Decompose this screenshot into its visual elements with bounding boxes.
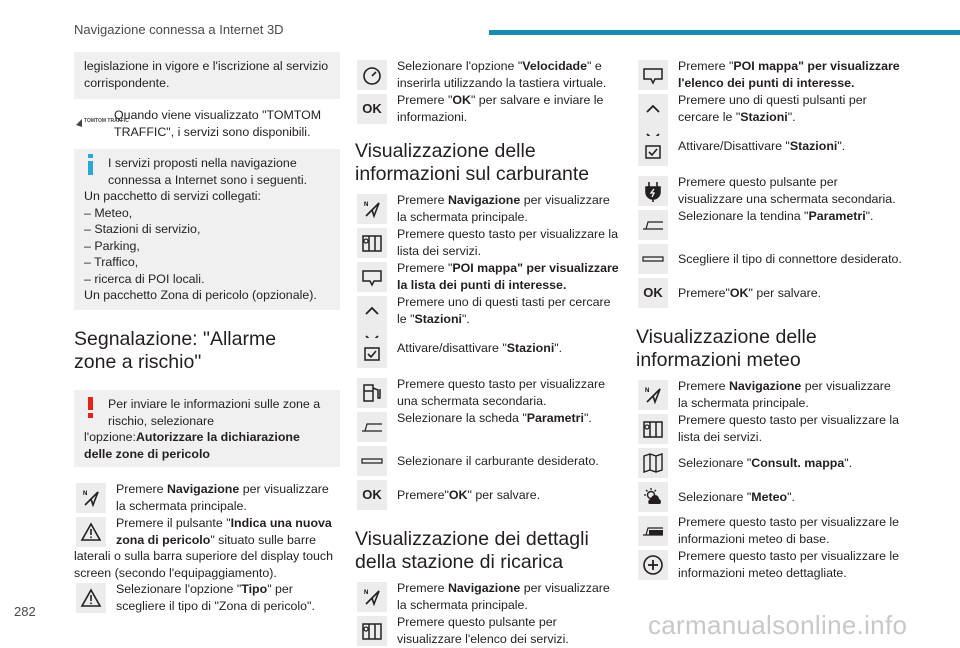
section-heading-fuel: Visualizzazione delle informazioni sul carburante (355, 140, 590, 185)
ok-button-icon: OK (357, 94, 387, 124)
section-heading-danger-zones: Segnalazione: "Allarme zone a rischio" (74, 328, 277, 373)
note-box-continued: legislazione in vigore e l'iscrizione al servizio corrispondente. (74, 52, 340, 99)
tomtom-row: TOMTOM TRAFFIC Quando viene visualizzato "TOMTOM TRAFFIC", i servizi sono disponibili. (74, 107, 340, 141)
ok-button-icon: OK (357, 480, 387, 510)
header-accent-bar (489, 30, 960, 35)
step-row: OK Premere"OK" per salvare. (636, 276, 902, 310)
info-list-item: – Traffico, (84, 255, 139, 269)
parameters-tab-icon (357, 412, 387, 442)
column-3 (636, 52, 902, 582)
charging-plug-icon (638, 176, 668, 206)
step-row: Premere "POI mappa" per visualizzare la lista dei punti di interesse. (355, 260, 621, 294)
step-row: OK Premere "OK" per salvare e inviare le informazioni. (355, 92, 621, 126)
services-list-icon (357, 228, 387, 258)
step-row: Attivare/Disattivare "Stazioni". (636, 134, 902, 168)
info-list-item: – Meteo, (84, 205, 133, 220)
step-row: Selezionare l'opzione "Tipo" per scegliere il tipo di "Zona di pericolo". (74, 581, 340, 615)
dropdown-bar-icon (357, 446, 387, 476)
plus-circle-icon (638, 550, 668, 580)
step-row: Premere questo tasto per visualizzare la lista dei servizi. (355, 226, 621, 260)
step-row: N Premere Navigazione per visualizzare la schermata principale. (355, 580, 621, 614)
tomtom-traffic-logo (74, 113, 129, 133)
step-row: Premere "POI mappa" per visualizzare l'elenco dei punti di interesse. (636, 58, 902, 92)
step-row: Premere questo tasto per visualizzare la lista dei servizi. (636, 412, 902, 446)
svg-text:N: N (364, 590, 369, 596)
checkbox-icon (357, 338, 387, 368)
section-heading-charging-station: Visualizzazione dei dettagli della stazione di ricarica (355, 528, 589, 573)
info-list-item: – ricerca di POI locali. (84, 271, 205, 286)
danger-triangle-icon (76, 583, 106, 613)
warning-exclamation-icon (82, 397, 100, 417)
step-row: Selezionare "Meteo". (636, 480, 902, 514)
poi-map-icon (357, 262, 387, 292)
danger-triangle-icon (76, 517, 106, 547)
step-row: N Premere Navigazione per visualizzare la schermata principale. (355, 192, 621, 226)
dropdown-bar-icon (638, 244, 668, 274)
navigation-arrow-icon (357, 582, 387, 612)
step-row: Premere questo tasto per visualizzare una schermata secondaria. (355, 376, 621, 410)
services-list-icon (638, 414, 668, 444)
navigation-arrow-icon (357, 194, 387, 224)
step-row: Premere il pulsante "Indica una nuova zona di pericolo" situato sulle barre laterali o sulla barra superiore del display touch screen (secondo l'equipaggiamento). (74, 516, 333, 580)
svg-text:N: N (645, 388, 650, 394)
step-row: N Premere Navigazione per visualizzare la schermata principale. (636, 378, 902, 412)
navigation-arrow-icon (638, 380, 668, 410)
step-row: Selezionare l'opzione "Velocidade" e inserirla utilizzando la tastiera virtuale. (355, 58, 621, 92)
ok-button-icon: OK (638, 278, 668, 308)
speedometer-icon (357, 60, 387, 90)
poi-map-icon (638, 60, 668, 90)
step-row: Scegliere il tipo di connettore desiderato. (636, 242, 902, 276)
chevron-up-icon (357, 296, 387, 326)
step-row: Selezionare il carburante desiderato. (355, 444, 621, 478)
step-row: Selezionare la scheda "Parametri". (355, 410, 621, 444)
weather-basic-tab-icon (638, 516, 668, 546)
info-list-item: – Stazioni di servizio, (84, 222, 201, 236)
map-icon (638, 448, 668, 478)
parameters-tab-icon (638, 210, 668, 240)
section-heading-weather: Visualizzazione delle informazioni meteo (636, 326, 817, 371)
svg-text:N: N (83, 491, 88, 497)
step-row: Premere questo pulsante per visualizzare l'elenco dei servizi. (355, 614, 621, 648)
fuel-pump-icon (357, 378, 387, 408)
watermark: carmanualsonline.info (648, 610, 908, 640)
step-row: Premere questo tasto per visualizzare le informazioni meteo dettagliate. (636, 548, 902, 582)
column-2 (355, 52, 621, 648)
info-box-services: I servizi proposti nella navigazione connessa a Internet sono i seguenti. Un pacchetto di servizi collegati: – Meteo, – Stazioni di servizio, – Parking, – Traffico, – ricerca di POI locali. Un pacchetto Zona di pericolo (opzionale). (74, 149, 340, 310)
info-icon (82, 154, 100, 174)
chevron-up-icon (638, 94, 668, 124)
step-row: OK Premere"OK" per salvare. (355, 478, 621, 512)
svg-text:TOMTOM TRAFFIC: TOMTOM TRAFFIC (84, 118, 129, 124)
step-row: Premere questo pulsante per visualizzare una schermata secondaria. (636, 174, 902, 208)
warning-box: Per inviare le informazioni sulle zone a rischio, selezionare l'opzione:Autorizzare la dichiarazione delle zone di pericolo (74, 390, 340, 467)
step-row: N Premere Navigazione per visualizzare la schermata principale. (74, 481, 340, 515)
column-1 (74, 52, 340, 615)
step-row: Premere uno di questi tasti per cercare le "Stazioni". (355, 294, 621, 346)
step-row: Selezionare la tendina "Parametri". (636, 208, 902, 242)
navigation-arrow-icon (76, 483, 106, 513)
weather-sun-cloud-icon (638, 482, 668, 512)
page-number: 282 (14, 604, 36, 619)
services-list-icon (357, 616, 387, 646)
step-row: Selezionare "Consult. mappa". (636, 446, 902, 480)
running-header: Navigazione connessa a Internet 3D (74, 22, 284, 37)
info-list-item: – Parking, (84, 238, 140, 253)
checkbox-icon (638, 136, 668, 166)
step-row: Premere uno di questi pulsanti per cercare le "Stazioni". (636, 92, 902, 144)
step-row: Premere questo tasto per visualizzare le informazioni meteo di base. (636, 514, 902, 548)
step-row: Attivare/disattivare "Stazioni". (355, 336, 621, 370)
svg-text:N: N (364, 202, 369, 208)
